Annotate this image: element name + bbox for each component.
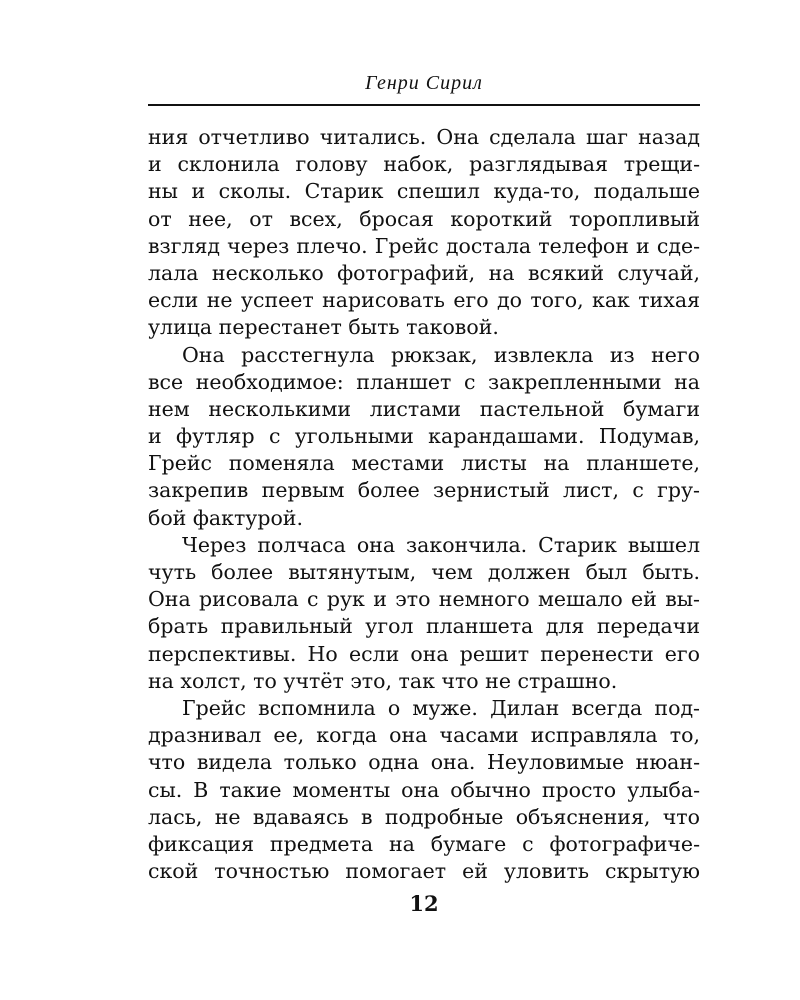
text-line: Она рисовала с рук и это немного мешало ей вы- bbox=[148, 587, 700, 612]
paragraph bbox=[148, 342, 700, 532]
text-line: лала несколько фотографий, на всякий случай, bbox=[148, 260, 700, 285]
text-line: лась, не вдаваясь в подробные объяснения, что bbox=[148, 804, 700, 829]
text-line: что видела только одна она. Неуловимые нюан- bbox=[148, 750, 700, 775]
text-line: на холст, то учтёт это, так что не страшно. bbox=[148, 668, 618, 693]
text-line: Она расстегнула рюкзак, извлекла из него bbox=[182, 342, 700, 367]
text-line: ской точностью помогает ей уловить скрытую bbox=[148, 859, 700, 884]
text-line: брать правильный угол планшета для передачи bbox=[148, 614, 700, 639]
text-line: и футляр с угольными карандашами. Подумав, bbox=[148, 424, 700, 449]
text-line: ния отчетливо читались. Она сделала шаг назад bbox=[148, 125, 700, 149]
text-line: бой фактурой. bbox=[148, 505, 303, 530]
text-line: Грейс вспомнила о муже. Дилан всегда под- bbox=[182, 695, 700, 720]
text-line: от нее, от всех, бросая короткий торопливый bbox=[148, 206, 700, 231]
text-line: и склонила голову набок, разглядывая трещи- bbox=[148, 152, 700, 177]
text-line: закрепив первым более зернистый лист, с гру- bbox=[148, 478, 700, 503]
text-line: улица перестанет быть таковой. bbox=[148, 315, 499, 340]
text-line: если не успеет нарисовать его до того, как тихая bbox=[148, 288, 700, 313]
text-line: ны и сколы. Старик спешил куда-то, подальше bbox=[148, 179, 700, 204]
text-line: чуть более вытянутым, чем должен был быть. bbox=[148, 560, 700, 584]
paragraph bbox=[148, 695, 700, 885]
text-line: Грейс поменяла местами листы на планшете, bbox=[148, 451, 700, 476]
text-line: все необходимое: планшет с закрепленными на bbox=[148, 369, 700, 394]
running-header: Генри Сирил bbox=[365, 72, 483, 94]
text-line: сы. В такие моменты она обычно просто улыба- bbox=[148, 777, 700, 802]
text-line: перспективы. Но если она решит перенести его bbox=[148, 641, 700, 666]
text-line: дразнивал ее, когда она часами исправляла то, bbox=[148, 723, 700, 748]
text-line: Через полчаса она закончила. Старик вышел bbox=[182, 532, 700, 557]
page-number: 12 bbox=[409, 891, 439, 916]
paragraph bbox=[148, 124, 700, 342]
text-line: взгляд через плечо. Грейс достала телефон и сде- bbox=[148, 233, 700, 258]
body-text bbox=[148, 124, 700, 885]
text-line: нем несколькими листами пастельной бумаги bbox=[148, 396, 700, 421]
text-line: фиксация предмета на бумаге с фотографиче- bbox=[148, 831, 700, 856]
paragraph bbox=[148, 532, 700, 695]
header-rule bbox=[148, 104, 700, 106]
